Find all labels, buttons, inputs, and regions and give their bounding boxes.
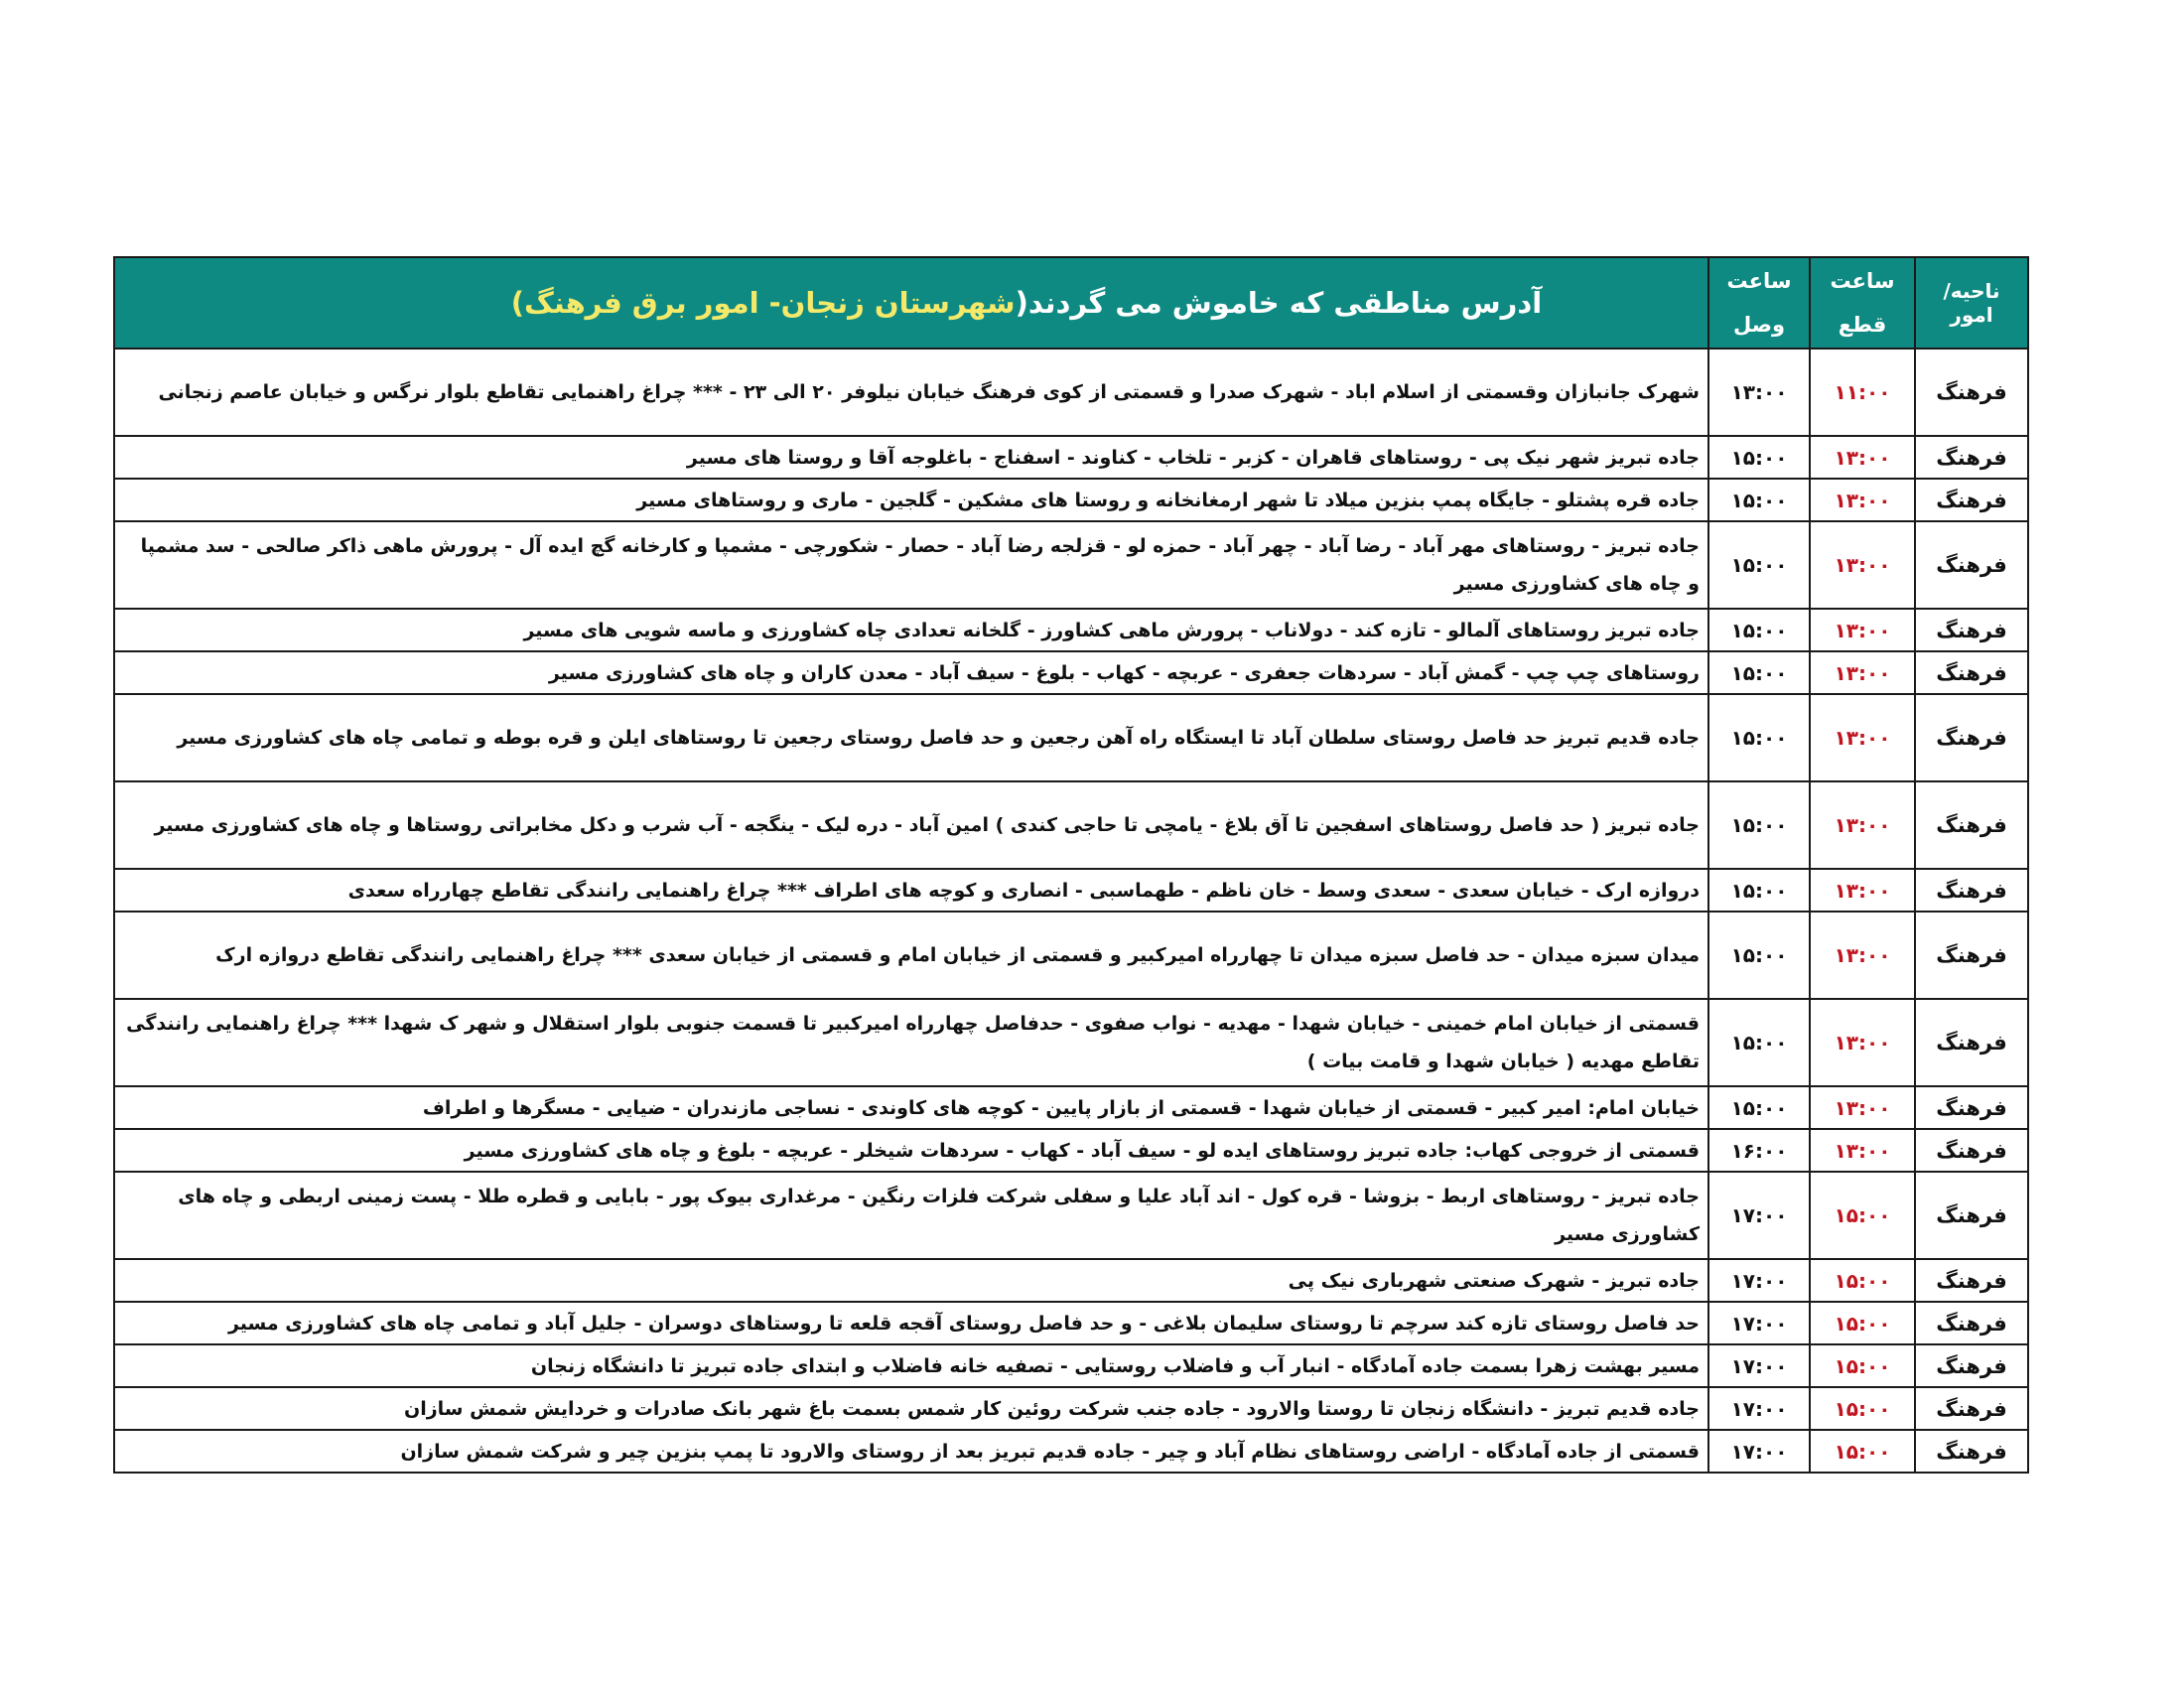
table-row bbox=[114, 479, 2028, 521]
cut-time-cell: ۱۳:۰۰ bbox=[1810, 1129, 1915, 1172]
on-time-cell: ۱۵:۰۰ bbox=[1708, 1086, 1810, 1129]
on-time-cell: ۱۵:۰۰ bbox=[1708, 479, 1810, 521]
table-row bbox=[114, 912, 2028, 999]
region-cell: فرهنگ bbox=[1915, 1302, 2028, 1344]
table-row bbox=[114, 1430, 2028, 1473]
address-cell: حد فاصل روستای تازه کند سرچم تا روستای سلیمان بلاغی - و حد فاصل روستای آقجه قلعه تا روستاهای دوسران - جلیل آباد و تمامی چاه های کشاورزی مسیر bbox=[114, 1302, 1708, 1344]
cut-time-cell: ۱۳:۰۰ bbox=[1810, 651, 1915, 694]
on-time-cell: ۱۵:۰۰ bbox=[1708, 521, 1810, 609]
address-cell: قسمتی از جاده آمادگاه - اراضی روستاهای نظام آباد و چیر - جاده قدیم تبریز بعد از روستای والارود تا پمپ بنزین چیر و شرکت شمش سازان bbox=[114, 1430, 1708, 1473]
region-cell: فرهنگ bbox=[1915, 1129, 2028, 1172]
on-time-cell: ۱۷:۰۰ bbox=[1708, 1430, 1810, 1473]
on-time-cell: ۱۵:۰۰ bbox=[1708, 869, 1810, 912]
table-row bbox=[114, 1259, 2028, 1302]
cut-time-cell: ۱۵:۰۰ bbox=[1810, 1302, 1915, 1344]
table-row bbox=[114, 1129, 2028, 1172]
table-row bbox=[114, 1086, 2028, 1129]
region-cell: فرهنگ bbox=[1915, 999, 2028, 1086]
on-time-cell: ۱۷:۰۰ bbox=[1708, 1344, 1810, 1387]
address-cell: جاده تبریز شهر نیک پی - روستاهای قاهران - کزبر - تلخاب - کناوند - اسفناج - باغلوجه آقا و روستا های مسیر bbox=[114, 436, 1708, 479]
table-row bbox=[114, 999, 2028, 1086]
address-cell: جاده تبریز - روستاهای مهر آباد - رضا آباد - چهر آباد - حمزه لو - قزلجه رضا آباد - حصار - شکورچی - مشمپا و کارخانه گچ ایده آل - پرورش ماهی ذاکر صالحی - سد مشمپا و چاه های کشاورزی مسیر bbox=[114, 521, 1708, 609]
on-time-cell: ۱۵:۰۰ bbox=[1708, 651, 1810, 694]
region-cell: فرهنگ bbox=[1915, 781, 2028, 869]
table-row bbox=[114, 1344, 2028, 1387]
address-cell: جاده قدیم تبریز حد فاصل روستای سلطان آباد تا ایستگاه راه آهن رجعین و حد فاصل روستای رجعین تا روستاهای ایلن و قره بوطه و تمامی چاه های کشاورزی مسیر bbox=[114, 694, 1708, 781]
cut-time-cell: ۱۳:۰۰ bbox=[1810, 521, 1915, 609]
address-cell: خیابان امام: امیر کبیر - قسمتی از خیابان شهدا - قسمتی از بازار پایین - کوچه های کاوندی - نساجی مازندران - ضیایی - مسگرها و اطراف bbox=[114, 1086, 1708, 1129]
cut-time-cell: ۱۳:۰۰ bbox=[1810, 436, 1915, 479]
cut-time-cell: ۱۳:۰۰ bbox=[1810, 912, 1915, 999]
table-row bbox=[114, 651, 2028, 694]
address-cell: قسمتی از خروجی کهاب: جاده تبریز روستاهای ایده لو - سیف آباد - کهاب - سردهات شیخلر - عربچه - بلوغ و چاه های کشاورزی مسیر bbox=[114, 1129, 1708, 1172]
address-cell: دروازه ارک - خیابان سعدی - سعدی وسط - خان ناظم - طهماسبی - انصاری و کوچه های اطراف *** چراغ راهنمایی رانندگی تقاطع چهارراه سعدی bbox=[114, 869, 1708, 912]
on-time-cell: ۱۷:۰۰ bbox=[1708, 1172, 1810, 1259]
region-cell: فرهنگ bbox=[1915, 521, 2028, 609]
region-cell: فرهنگ bbox=[1915, 1259, 2028, 1302]
table-row bbox=[114, 521, 2028, 609]
region-cell: فرهنگ bbox=[1915, 1344, 2028, 1387]
cut-time-cell: ۱۳:۰۰ bbox=[1810, 694, 1915, 781]
table-row bbox=[114, 781, 2028, 869]
table-row bbox=[114, 349, 2028, 436]
address-cell: جاده تبریز - روستاهای اربط - بزوشا - قره کول - اند آباد علیا و سفلی شرکت فلزات رنگین - مرغداری بیوک پور - بابایی و قطره طلا - پست زمینی اربطی و چاه های کشاورزی مسیر bbox=[114, 1172, 1708, 1259]
address-cell: شهرک جانبازان وقسمتی از اسلام اباد - شهرک صدرا و قسمتی از کوی فرهنگ خیابان نیلوفر ۲۰ الی ۲۳ - *** چراغ راهنمایی تقاطع بلوار نرگس و خیابان عاصم زنجانی bbox=[114, 349, 1708, 436]
header-address bbox=[114, 257, 1708, 349]
cut-time-cell: ۱۵:۰۰ bbox=[1810, 1172, 1915, 1259]
table-header-row bbox=[114, 257, 2028, 349]
region-cell: فرهنگ bbox=[1915, 609, 2028, 651]
on-time-cell: ۱۷:۰۰ bbox=[1708, 1302, 1810, 1344]
address-cell: میدان سبزه میدان - حد فاصل سبزه میدان تا چهارراه امیرکبیر و قسمتی از خیابان امام و قسمتی از خیابان سعدی *** چراغ راهنمایی رانندگی تقاطع دروازه ارک bbox=[114, 912, 1708, 999]
region-cell: فرهنگ bbox=[1915, 349, 2028, 436]
region-cell: فرهنگ bbox=[1915, 479, 2028, 521]
address-cell: مسیر بهشت زهرا بسمت جاده آمادگاه - انبار آب و فاضلاب روستایی - تصفیه خانه فاضلاب و ابتدای جاده تبریز تا دانشگاه زنجان bbox=[114, 1344, 1708, 1387]
address-cell: جاده تبریز - شهرک صنعتی شهرباری نیک پی bbox=[114, 1259, 1708, 1302]
table-row bbox=[114, 436, 2028, 479]
table-row bbox=[114, 1387, 2028, 1430]
on-time-cell: ۱۳:۰۰ bbox=[1708, 349, 1810, 436]
cut-time-cell: ۱۳:۰۰ bbox=[1810, 869, 1915, 912]
region-cell: فرهنگ bbox=[1915, 869, 2028, 912]
cut-time-cell: ۱۵:۰۰ bbox=[1810, 1344, 1915, 1387]
header-on-time: ساعت وصل bbox=[1708, 257, 1810, 349]
on-time-cell: ۱۵:۰۰ bbox=[1708, 436, 1810, 479]
region-cell: فرهنگ bbox=[1915, 1430, 2028, 1473]
table-row bbox=[114, 1172, 2028, 1259]
on-time-cell: ۱۵:۰۰ bbox=[1708, 694, 1810, 781]
on-time-cell: ۱۶:۰۰ bbox=[1708, 1129, 1810, 1172]
table-row bbox=[114, 1302, 2028, 1344]
region-cell: فرهنگ bbox=[1915, 1172, 2028, 1259]
on-time-cell: ۱۵:۰۰ bbox=[1708, 999, 1810, 1086]
region-cell: فرهنگ bbox=[1915, 694, 2028, 781]
table-row bbox=[114, 694, 2028, 781]
address-cell: جاده تبریز ( حد فاصل روستاهای اسفجین تا آق بلاغ - یامچی تا حاجی کندی ) امین آباد - دره لیک - ینگجه - آب شرب و دکل مخابراتی روستاها و چاه های کشاورزی مسیر bbox=[114, 781, 1708, 869]
cut-time-cell: ۱۵:۰۰ bbox=[1810, 1387, 1915, 1430]
header-address-highlight: شهرستان زنجان- امور برق فرهنگ) bbox=[510, 286, 1016, 320]
table-row bbox=[114, 609, 2028, 651]
on-time-cell: ۱۵:۰۰ bbox=[1708, 912, 1810, 999]
cut-time-cell: ۱۵:۰۰ bbox=[1810, 1259, 1915, 1302]
header-cut-time: ساعت قطع bbox=[1810, 257, 1915, 349]
on-time-cell: ۱۷:۰۰ bbox=[1708, 1387, 1810, 1430]
header-address-prefix: آدرس مناطقی که خاموش می گردند( bbox=[1015, 286, 1543, 320]
cut-time-cell: ۱۳:۰۰ bbox=[1810, 609, 1915, 651]
region-cell: فرهنگ bbox=[1915, 1387, 2028, 1430]
region-cell: فرهنگ bbox=[1915, 651, 2028, 694]
cut-time-cell: ۱۳:۰۰ bbox=[1810, 479, 1915, 521]
cut-time-cell: ۱۳:۰۰ bbox=[1810, 1086, 1915, 1129]
outage-table bbox=[113, 256, 2029, 1474]
cut-time-cell: ۱۱:۰۰ bbox=[1810, 349, 1915, 436]
on-time-cell: ۱۵:۰۰ bbox=[1708, 781, 1810, 869]
cut-time-cell: ۱۵:۰۰ bbox=[1810, 1430, 1915, 1473]
address-cell: جاده قدیم تبریز - دانشگاه زنجان تا روستا والارود - جاده جنب شرکت روئین کار شمس بسمت باغ شهر بانک صادرات و خردایش شمش سازان bbox=[114, 1387, 1708, 1430]
cut-time-cell: ۱۳:۰۰ bbox=[1810, 999, 1915, 1086]
region-cell: فرهنگ bbox=[1915, 436, 2028, 479]
on-time-cell: ۱۵:۰۰ bbox=[1708, 609, 1810, 651]
region-cell: فرهنگ bbox=[1915, 912, 2028, 999]
address-cell: روستاهای چپ چپ - گمش آباد - سردهات جعفری - عربچه - کهاب - بلوغ - سیف آباد - معدن کاران و چاه های کشاورزی مسیر bbox=[114, 651, 1708, 694]
address-cell: جاده تبریز روستاهای آلمالو - تازه کند - دولاناب - پرورش ماهی کشاورز - گلخانه تعدادی چاه کشاورزی و ماسه شویی های مسیر bbox=[114, 609, 1708, 651]
table-row bbox=[114, 869, 2028, 912]
address-cell: جاده قره پشتلو - جایگاه پمپ بنزین میلاد تا شهر ارمغانخانه و روستا های مشکین - گلجین - ماری و روستاهای مسیر bbox=[114, 479, 1708, 521]
on-time-cell: ۱۷:۰۰ bbox=[1708, 1259, 1810, 1302]
address-cell: قسمتی از خیابان امام خمینی - خیابان شهدا - مهدیه - نواب صفوی - حدفاصل چهارراه امیرکبیر تا قسمت جنوبی بلوار استقلال و شهر ک شهدا *** چراغ راهنمایی رانندگی تقاطع مهدیه ( خیابان شهدا و قامت بیات ) bbox=[114, 999, 1708, 1086]
region-cell: فرهنگ bbox=[1915, 1086, 2028, 1129]
header-region: ناحیه/امور bbox=[1915, 257, 2028, 349]
cut-time-cell: ۱۳:۰۰ bbox=[1810, 781, 1915, 869]
